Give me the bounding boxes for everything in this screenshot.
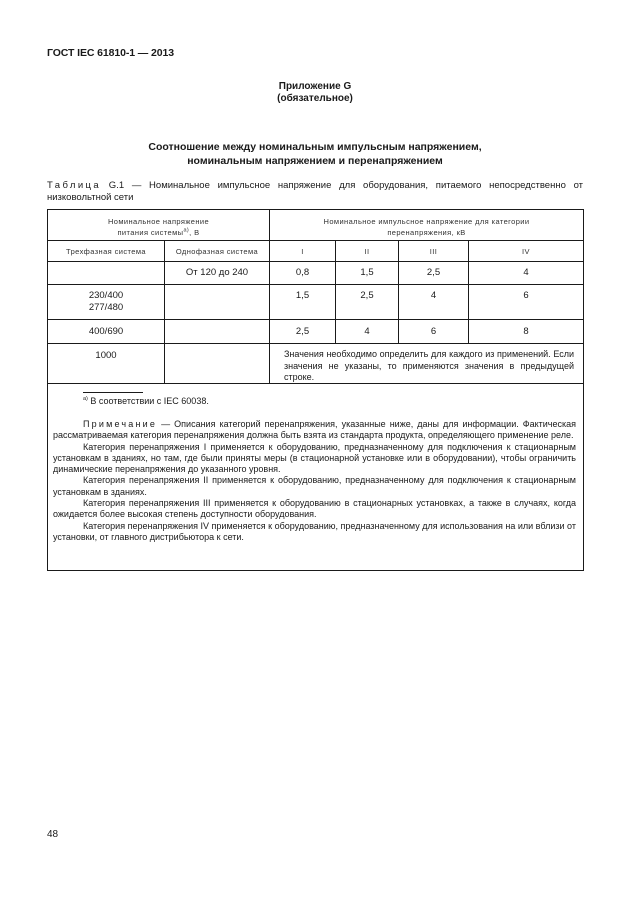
header-category-2: II (364, 247, 370, 256)
table-rule (48, 319, 583, 320)
section-heading-line2: номинальным напряжением и перенапряжением (187, 155, 443, 167)
header-category-4: IV (522, 247, 530, 256)
row2-three-phase-line2: 277/480 (88, 302, 124, 313)
section-heading-line1: Соотношение между номинальным импульсным напряжением, (148, 141, 482, 153)
table-notes (53, 419, 576, 543)
table-caption-prefix: Таблица (47, 180, 102, 191)
row1-cat1: 0,8 (295, 267, 310, 278)
note-category-1: Категория перенапряжения I применяется к оборудованию, предназначенному для подключения к стационарным установкам в зданиях, но там, где были приняты меры (в стационарной установке или в оборудовании), чтобы ограничить динамические перенапряжения до указанного уровня. (53, 441, 576, 475)
table-rule (48, 343, 583, 344)
voltage-table (47, 209, 584, 571)
note-intro (53, 419, 576, 442)
row1-cat4: 4 (523, 267, 529, 278)
row3-three-phase: 400/690 (88, 326, 124, 337)
page-number: 48 (47, 829, 59, 840)
header-single-phase: Однофазная система (175, 247, 259, 256)
footnote (83, 396, 209, 407)
header-supply-voltage-line1: Номинальное напряжение (107, 217, 210, 226)
note-category-4: Категория перенапряжения IV применяется к оборудованию, предназначенному для использования на или вблизи от установки, от главного дистрибьютора к сети. (53, 520, 576, 542)
section-heading (0, 140, 630, 168)
header-impulse-voltage-line2: перенапряжения, кВ (387, 228, 466, 237)
row2-cat3: 4 (430, 290, 437, 301)
row4-note: Значения необходимо определить для каждого из применений. Если значения не указаны, то применяются значения в предыдущей строке. (284, 349, 574, 382)
table-rule (48, 261, 583, 262)
annex-label: Приложение G (278, 81, 352, 92)
footnote-mark: а) (83, 396, 88, 402)
header-impulse-voltage-line1: Номинальное импульсное напряжение для категории (323, 217, 530, 226)
row2-cat4: 6 (523, 290, 529, 301)
footnote-ref: а) (183, 227, 190, 234)
header-supply-voltage-line2: питания системы$^{а)}$, В (117, 227, 200, 237)
header-impulse-voltage (270, 216, 583, 238)
row1-cat3: 2,5 (426, 267, 441, 278)
row2-cat1: 1,5 (295, 290, 310, 301)
document-code: ГОСТ IEC 61810-1 — 2013 (47, 47, 174, 59)
header-supply-voltage (48, 216, 269, 238)
row3-cat1: 2,5 (295, 326, 310, 337)
header-category-1: I (301, 247, 304, 256)
note-category-2: Категория перенапряжения II применяется к оборудованию, предназначенному для подключения к стационарным установкам в зданиях. (53, 475, 576, 497)
row2-three-phase-line1: 230/400 (88, 290, 124, 301)
row1-single-phase: От 120 до 240 (185, 267, 249, 278)
footnote-text: В соответствии с IEC 60038. (87, 396, 209, 406)
annex-status: (обязательное) (277, 93, 353, 104)
row2-cat2: 2,5 (360, 290, 374, 301)
header-three-phase: Трехфазная система (66, 247, 146, 256)
row2-three-phase (48, 290, 164, 314)
header-category-3: III (429, 247, 438, 256)
table-rule (164, 240, 165, 383)
row1-cat2: 1,5 (360, 267, 374, 278)
row3-cat3: 6 (430, 326, 437, 337)
note-category-3: Категория перенапряжения III применяется к оборудованию в стационарных установках, а также в случаях, когда ожидается более высокая степень доступности оборудования. (53, 498, 576, 520)
table-caption-text: G.1 — Номинальное импульсное напряжение для оборудования, питаемого непосредственно от низковольтной сети (47, 180, 583, 203)
table-rule (48, 240, 583, 241)
row3-cat2: 4 (364, 326, 370, 337)
annex-title (0, 81, 630, 105)
row4-three-phase: 1000 (95, 350, 117, 361)
note-label: Примечание (83, 419, 158, 429)
footnote-separator (83, 392, 143, 393)
note-intro-text: — Описания категорий перенапряжения, указанные ниже, даны для информации. Фактическая рассматриваемая категория перенапряжения должна быть взята из стандарта продукта, определяющего применение реле. (53, 419, 576, 441)
row3-cat4: 8 (523, 326, 529, 337)
table-caption (47, 180, 583, 204)
table-rule (48, 284, 583, 285)
